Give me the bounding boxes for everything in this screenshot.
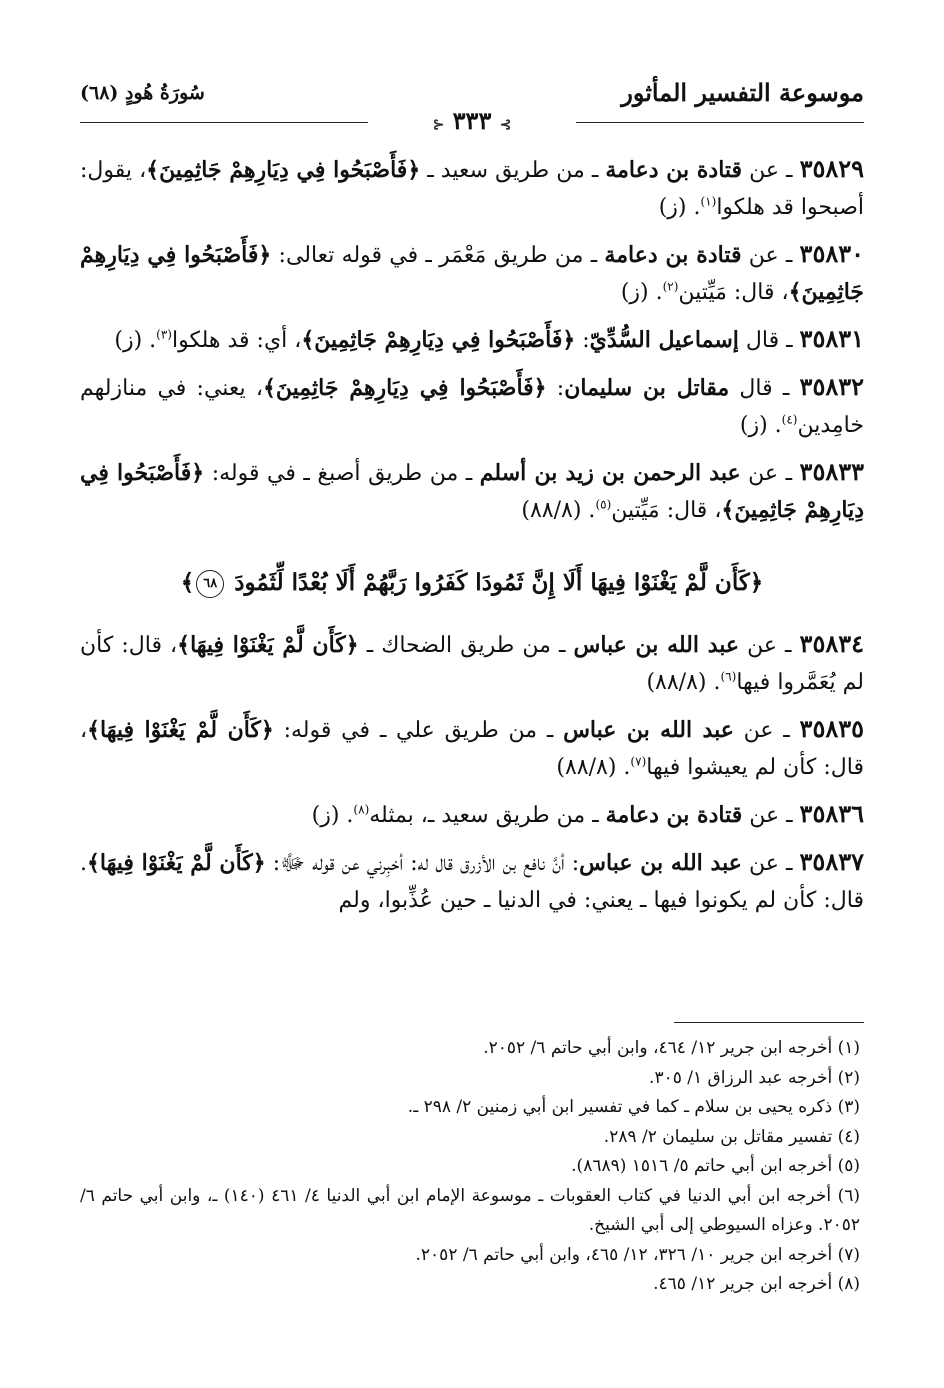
- narration-number: ٣٥٨٣٢: [799, 372, 864, 401]
- footnote-item: (٦) أخرجه ابن أبي الدنيا في كتاب العقوبات ـ موسوعة الإمام ابن أبي الدنيا ٤/ ٤٦١ (١٤٠) ـ، وابن أبي حاتم ٦/ ٢٠٥٢. وعزاه السيوطي إلى أبي الشيخ.: [80, 1185, 860, 1235]
- footnote-item: (٣) ذكره يحيى بن سلام ـ كما في تفسير ابن أبي زمنين ٢/ ٢٩٨ ـ.: [407, 1097, 860, 1117]
- footnote-ref[interactable]: (٦): [720, 669, 737, 684]
- quran-quote: ﴿فَأَصْبَحُوا فِي دِيَارِهِمْ جَاثِمِينَ﴾: [146, 157, 421, 183]
- footnote-item: (٨) أخرجه ابن جرير ١٢/ ٤٦٥.: [653, 1274, 860, 1294]
- narration-source: . (ز): [114, 328, 157, 353]
- narration-source: . (ز): [620, 280, 663, 305]
- ayah-number: ٦٨: [196, 570, 224, 598]
- quran-verse: [80, 563, 864, 603]
- footnote-ref[interactable]: (٤): [781, 412, 798, 427]
- narration-text: ، يقول: أصبحوا قد هلكوا: [80, 158, 864, 220]
- narration-source: . (ز): [658, 195, 701, 220]
- narration-connector: ـ عن: [742, 803, 800, 828]
- narrator-name: قتادة بن دعامة: [604, 242, 742, 268]
- narration-text: ـ من طريق الضحاك ـ: [358, 633, 574, 658]
- narration-number: ٣٥٨٣٣: [799, 457, 864, 486]
- verse-text: ﴿كَأَن لَّمْ يَغْنَوْا فِيهَا أَلَا إِنَّ ثَمُودَا كَفَرُوا رَبَّهُمْ أَلَا بُعْدًا لِّثَمُودَ: [234, 569, 764, 596]
- narration-connector: ـ عن: [740, 461, 800, 486]
- narration-entry: [80, 453, 864, 529]
- narration-source: . (٨٨/٨): [646, 670, 721, 695]
- narration-text: ، يعني: في منازلهم خامِدين: [80, 376, 864, 438]
- narration-connector: ـ عن: [733, 718, 800, 743]
- narrator-name: قتادة بن دعامة: [605, 802, 743, 828]
- narration-text: :: [575, 328, 590, 353]
- narration-connector: ـ قال: [738, 328, 800, 353]
- quran-quote: ﴿فَأَصْبَحُوا فِي دِيَارِهِمْ جَاثِمِينَ﴾: [263, 375, 547, 401]
- narration-source: . (٨٨/٨): [556, 755, 631, 780]
- footnote-ref[interactable]: (٥): [595, 497, 612, 512]
- narration-entry: [80, 235, 864, 311]
- footnote-item: (٢) أخرجه عبد الرزاق ١/ ٣٠٥.: [649, 1067, 860, 1088]
- narration-source: . (ز): [739, 413, 782, 438]
- narration-entry: [80, 368, 864, 444]
- footnote-separator: [674, 1022, 864, 1023]
- narration-number: ٣٥٨٣٦: [799, 799, 864, 828]
- footnote-ref[interactable]: (٧): [630, 754, 647, 769]
- quran-quote: ﴿فَأَصْبَحُوا فِي دِيَارِهِمْ جَاثِمِينَ﴾: [80, 460, 864, 523]
- narration-text: ، قال: كأن لم يعيشوا فيها: [80, 718, 864, 780]
- quran-quote: ﴿كَأَن لَّمْ يَغْنَوْا فِيهَا﴾: [87, 850, 266, 876]
- footnote-ref[interactable]: (٢): [662, 279, 679, 294]
- narration-connector: ـ عن: [742, 158, 800, 183]
- narrator-name: عبد الله بن عباس: [563, 717, 734, 743]
- quran-quote: ﴿كَأَن لَّمْ يَغْنَوْا فِيهَا﴾: [177, 632, 359, 658]
- footnote-ref[interactable]: (١): [700, 194, 717, 209]
- narrator-name: عبد الله بن عباس: [573, 632, 740, 658]
- footnote-ref[interactable]: (٨): [353, 802, 370, 817]
- narration-connector: ـ عن: [741, 243, 800, 268]
- narration-text: ـ من طريق علي ـ في قوله:: [273, 718, 564, 743]
- narration-text: :: [546, 376, 565, 401]
- narration-number: ٣٥٨٣٧: [799, 847, 864, 876]
- main-content: [80, 150, 864, 928]
- quran-quote: ﴿فَأَصْبَحُوا فِي دِيَارِهِمْ جَاثِمِينَ﴾: [80, 242, 864, 305]
- narrator-name: مقاتل بن سليمان: [564, 375, 730, 401]
- footnote-item: (١) أخرجه ابن جرير ١٢/ ٤٦٤، وابن أبي حاتم ٦/ ٢٠٥٢.: [483, 1038, 860, 1058]
- narration-number: ٣٥٨٣٠: [799, 239, 864, 268]
- narration-text: ـ من طريق سعيد ـ: [420, 158, 606, 183]
- narration-text: ، قال: مَيِّتين: [678, 280, 789, 305]
- narration-entry: [80, 625, 864, 701]
- footnote-ref[interactable]: (٣): [156, 327, 172, 342]
- narration-number: ٣٥٨٣٤: [799, 629, 864, 658]
- quran-quote: ﴿كَأَن لَّمْ يَغْنَوْا فِيهَا﴾: [87, 717, 274, 743]
- surah-title: سُورَةُ هُودٍ (٦٨): [80, 82, 205, 104]
- narration-text: ـ من طريق مَعْمَر ـ في قوله تعالى:: [271, 243, 605, 268]
- narrator-name: إسماعيل السُّدِّيّ: [589, 327, 739, 353]
- book-title: موسوعة التفسير المأثور: [621, 78, 864, 107]
- narration-entry: [80, 710, 864, 786]
- header-rule-left: [80, 122, 368, 123]
- narration-entry: [80, 320, 864, 359]
- narration-source: . (٨٨/٨): [521, 498, 596, 523]
- footnote-item: (٤) تفسير مقاتل بن سليمان ٢/ ٢٨٩.: [603, 1126, 860, 1147]
- verse-close: ﴾: [180, 569, 195, 596]
- narration-text: ، أي: قد هلكوا: [171, 328, 302, 353]
- narration-text: ـ من طريق أصبغ ـ في قوله:: [204, 461, 480, 486]
- footnote-item: (٥) أخرجه ابن أبي حاتم ٥/ ١٥١٦ (٨٦٨٩).: [571, 1156, 860, 1176]
- footnote-item: (٧) أخرجه ابن جرير ١٠/ ٣٢٦، ١٢/ ٤٦٥، وابن أبي حاتم ٦/ ٢٠٥٢.: [415, 1244, 860, 1265]
- quran-quote: ﴿فَأَصْبَحُوا فِي دِيَارِهِمْ جَاثِمِينَ﴾: [301, 327, 576, 353]
- ornament-right-icon: ⊱: [499, 117, 512, 133]
- narrator-name: قتادة بن دعامة: [605, 157, 743, 183]
- narration-entry: [80, 795, 864, 834]
- narration-number: ٣٥٨٣٥: [799, 714, 864, 743]
- narration-connector: ـ عن: [739, 633, 800, 658]
- page-header: [80, 78, 864, 134]
- narration-text: ، قال: مَيِّتين: [611, 498, 722, 523]
- narrator-name: عبد الله بن عباس: [579, 850, 742, 876]
- narrator-name: عبد الرحمن بن زيد بن أسلم: [479, 460, 741, 486]
- narration-text: : أنَّ نافع بن الأزرق قال له: أخبِرني عن قوله ﷻ:: [265, 851, 580, 876]
- narration-text: ـ من طريق سعيد ـ، بمثله: [369, 803, 606, 828]
- narration-number: ٣٥٨٢٩: [799, 154, 865, 183]
- page-number-block: [425, 106, 520, 135]
- narration-number: ٣٥٨٣١: [799, 324, 864, 353]
- ornament-left-icon: ⊰: [432, 117, 445, 133]
- narration-connector: ـ عن: [741, 851, 800, 876]
- narration-entry: [80, 150, 864, 226]
- page-number: ٣٣٣: [452, 106, 492, 135]
- narration-text: ، قال: كأن لم يُعَمَّروا فيها: [80, 633, 864, 695]
- footnotes: [80, 1034, 864, 1300]
- narration-entry: [80, 843, 864, 919]
- narration-text: . قال: كأن لم يكونوا فيها ـ يعني: في الدنيا ـ حين عُذِّبوا، ولم: [80, 851, 864, 913]
- narration-source: . (ز): [311, 803, 354, 828]
- header-rule-right: [576, 122, 864, 123]
- narration-connector: ـ قال: [729, 376, 800, 401]
